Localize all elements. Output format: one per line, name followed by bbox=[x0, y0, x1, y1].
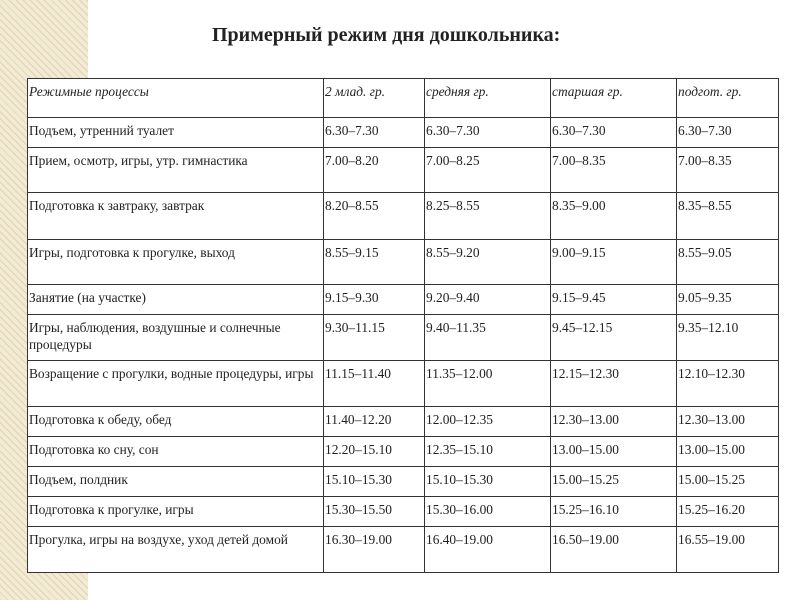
junior-2-time-cell: 16.30–19.00 bbox=[324, 527, 425, 573]
schedule-table bbox=[27, 78, 779, 573]
junior-2-time-cell: 11.40–12.20 bbox=[324, 407, 425, 437]
preparatory-time-cell: 7.00–8.35 bbox=[677, 148, 779, 193]
middle-time-cell: 8.25–8.55 bbox=[425, 193, 551, 240]
senior-time-cell: 13.00–15.00 bbox=[551, 437, 677, 467]
middle-time-cell: 15.30–16.00 bbox=[425, 497, 551, 527]
preparatory-time-cell: 8.55–9.05 bbox=[677, 240, 779, 285]
senior-time-cell: 15.25–16.10 bbox=[551, 497, 677, 527]
senior-time-cell: 7.00–8.35 bbox=[551, 148, 677, 193]
senior-time-cell: 6.30–7.30 bbox=[551, 118, 677, 148]
middle-time-cell: 8.55–9.20 bbox=[425, 240, 551, 285]
process-cell: Подготовка к прогулке, игры bbox=[28, 497, 324, 527]
table-row bbox=[28, 148, 779, 193]
process-cell: Подготовка к завтраку, завтрак bbox=[28, 193, 324, 240]
senior-time-cell: 15.00–15.25 bbox=[551, 467, 677, 497]
middle-time-cell: 16.40–19.00 bbox=[425, 527, 551, 573]
header-middle: средняя гр. bbox=[425, 79, 551, 118]
process-cell: Подъем, утренний туалет bbox=[28, 118, 324, 148]
process-cell: Игры, подготовка к прогулке, выход bbox=[28, 240, 324, 285]
preparatory-time-cell: 8.35–8.55 bbox=[677, 193, 779, 240]
junior-2-time-cell: 9.30–11.15 bbox=[324, 315, 425, 361]
table-row bbox=[28, 497, 779, 527]
preparatory-time-cell: 15.00–15.25 bbox=[677, 467, 779, 497]
process-cell: Прием, осмотр, игры, утр. гимнастика bbox=[28, 148, 324, 193]
preparatory-time-cell: 12.30–13.00 bbox=[677, 407, 779, 437]
preparatory-time-cell: 15.25–16.20 bbox=[677, 497, 779, 527]
schedule-body bbox=[28, 118, 779, 573]
table-row bbox=[28, 193, 779, 240]
junior-2-time-cell: 15.10–15.30 bbox=[324, 467, 425, 497]
process-cell: Подъем, полдник bbox=[28, 467, 324, 497]
junior-2-time-cell: 9.15–9.30 bbox=[324, 285, 425, 315]
table-row bbox=[28, 527, 779, 573]
table-row bbox=[28, 240, 779, 285]
header-junior-2: 2 млад. гр. bbox=[324, 79, 425, 118]
table-row bbox=[28, 118, 779, 148]
middle-time-cell: 7.00–8.25 bbox=[425, 148, 551, 193]
junior-2-time-cell: 12.20–15.10 bbox=[324, 437, 425, 467]
header-row bbox=[28, 79, 779, 118]
page-title: Примерный режим дня дошкольника: bbox=[212, 24, 561, 46]
middle-time-cell: 15.10–15.30 bbox=[425, 467, 551, 497]
middle-time-cell: 11.35–12.00 bbox=[425, 361, 551, 407]
middle-time-cell: 12.35–15.10 bbox=[425, 437, 551, 467]
process-cell: Игры, наблюдения, воздушные и солнечные процедуры bbox=[28, 315, 324, 361]
junior-2-time-cell: 7.00–8.20 bbox=[324, 148, 425, 193]
header-senior: старшая гр. bbox=[551, 79, 677, 118]
middle-time-cell: 9.20–9.40 bbox=[425, 285, 551, 315]
junior-2-time-cell: 8.20–8.55 bbox=[324, 193, 425, 240]
preparatory-time-cell: 16.55–19.00 bbox=[677, 527, 779, 573]
preparatory-time-cell: 9.35–12.10 bbox=[677, 315, 779, 361]
process-cell: Возращение с прогулки, водные процедуры, игры bbox=[28, 361, 324, 407]
table-row bbox=[28, 285, 779, 315]
senior-time-cell: 9.45–12.15 bbox=[551, 315, 677, 361]
preparatory-time-cell: 13.00–15.00 bbox=[677, 437, 779, 467]
preparatory-time-cell: 12.10–12.30 bbox=[677, 361, 779, 407]
table-row bbox=[28, 437, 779, 467]
middle-time-cell: 6.30–7.30 bbox=[425, 118, 551, 148]
header-processes: Режимные процессы bbox=[28, 79, 324, 118]
preparatory-time-cell: 6.30–7.30 bbox=[677, 118, 779, 148]
table-row bbox=[28, 407, 779, 437]
middle-time-cell: 12.00–12.35 bbox=[425, 407, 551, 437]
junior-2-time-cell: 15.30–15.50 bbox=[324, 497, 425, 527]
middle-time-cell: 9.40–11.35 bbox=[425, 315, 551, 361]
senior-time-cell: 9.15–9.45 bbox=[551, 285, 677, 315]
preparatory-time-cell: 9.05–9.35 bbox=[677, 285, 779, 315]
junior-2-time-cell: 6.30–7.30 bbox=[324, 118, 425, 148]
table-row bbox=[28, 315, 779, 361]
senior-time-cell: 9.00–9.15 bbox=[551, 240, 677, 285]
senior-time-cell: 12.30–13.00 bbox=[551, 407, 677, 437]
senior-time-cell: 16.50–19.00 bbox=[551, 527, 677, 573]
table-row bbox=[28, 361, 779, 407]
senior-time-cell: 12.15–12.30 bbox=[551, 361, 677, 407]
process-cell: Подготовка ко сну, сон bbox=[28, 437, 324, 467]
junior-2-time-cell: 11.15–11.40 bbox=[324, 361, 425, 407]
senior-time-cell: 8.35–9.00 bbox=[551, 193, 677, 240]
header-preparatory: подгот. гр. bbox=[677, 79, 779, 118]
table-row bbox=[28, 467, 779, 497]
junior-2-time-cell: 8.55–9.15 bbox=[324, 240, 425, 285]
process-cell: Подготовка к обеду, обед bbox=[28, 407, 324, 437]
process-cell: Прогулка, игры на воздухе, уход детей домой bbox=[28, 527, 324, 573]
process-cell: Занятие (на участке) bbox=[28, 285, 324, 315]
